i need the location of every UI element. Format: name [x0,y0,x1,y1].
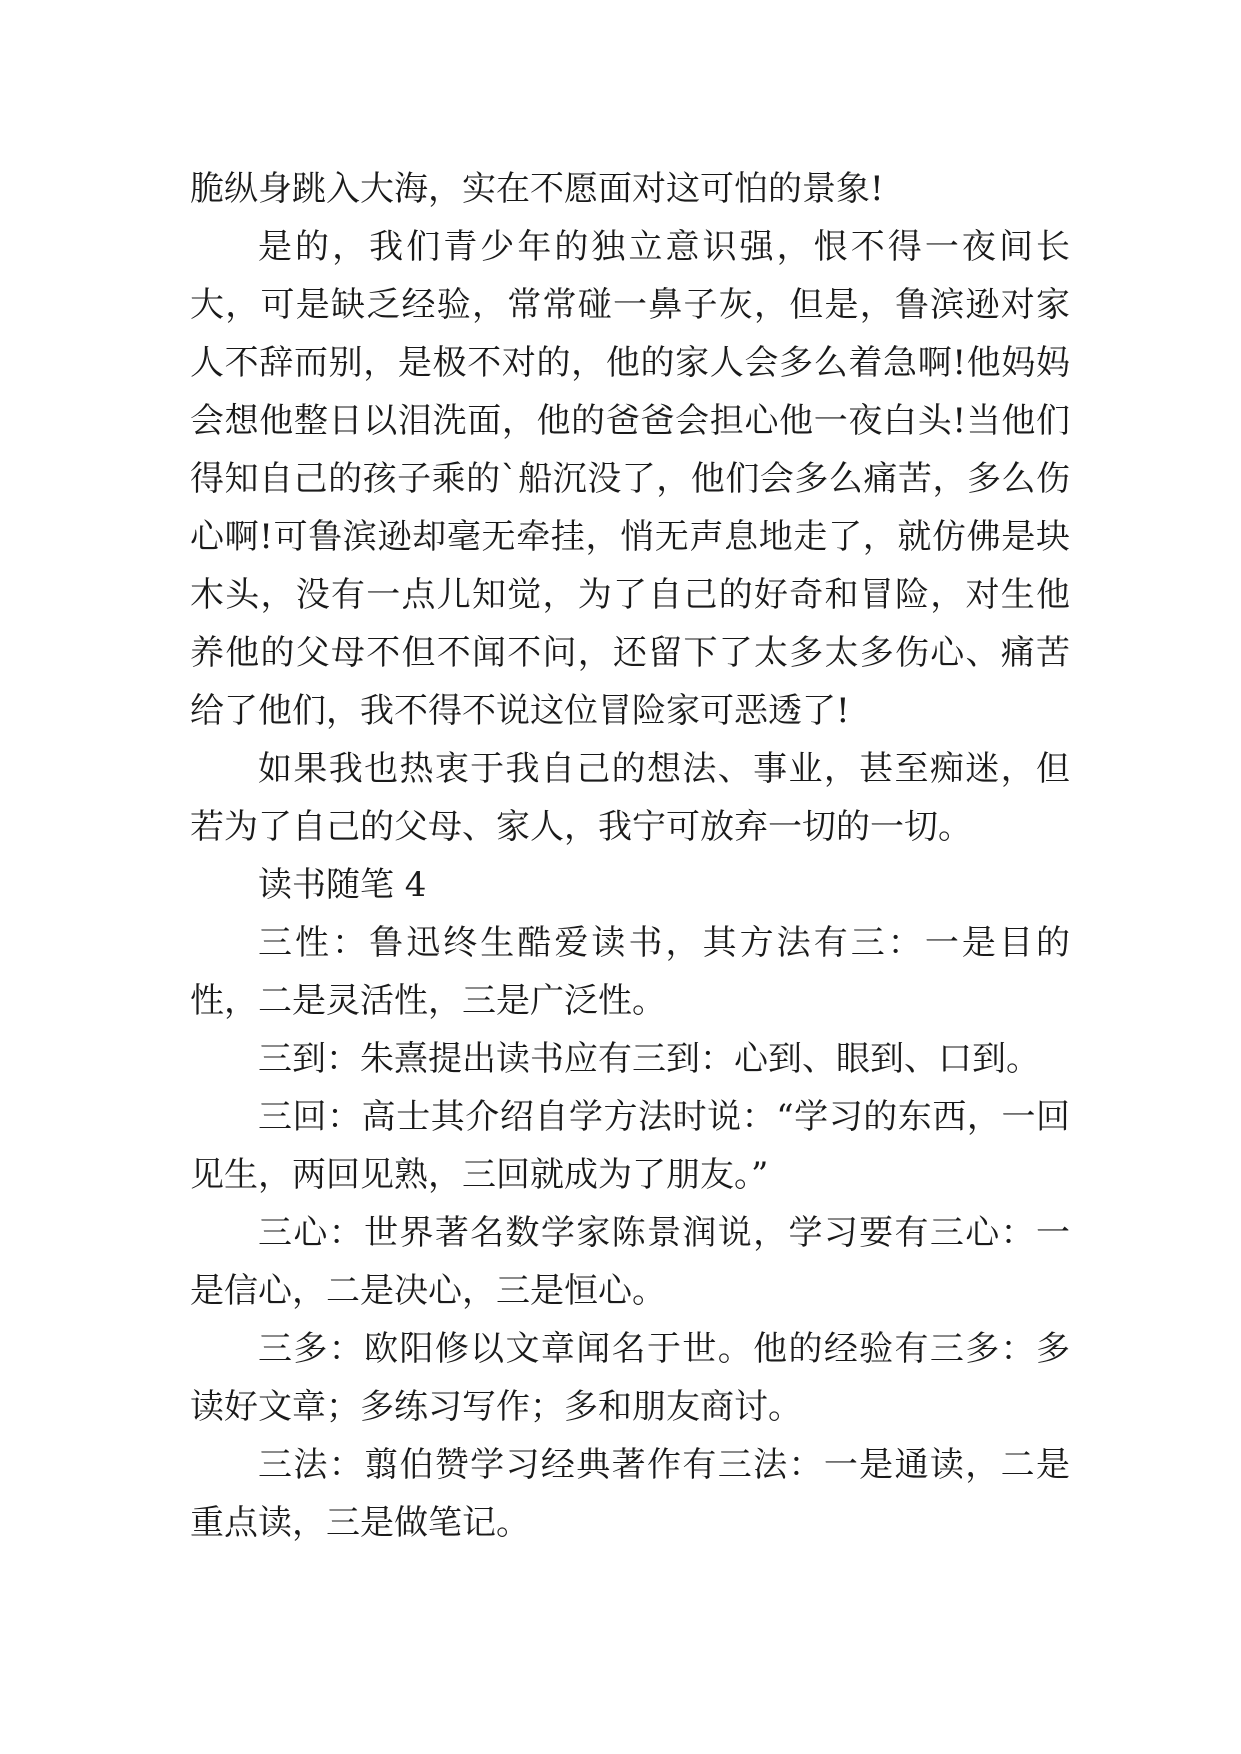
paragraph: 三到：朱熹提出读书应有三到：心到、眼到、口到。 [258,1039,1040,1079]
paragraph: 三回：高士其介绍自学方法时说：“学习的东西，一回见生，两回见熟，三回就成为了朋友。” [190,1097,1070,1195]
paragraph: 三法：翦伯赞学习经典著作有三法：一是通读，二是重点读，三是做笔记。 [190,1445,1070,1543]
document-body [190,160,1070,1552]
paragraph: 三多：欧阳修以文章闻名于世。他的经验有三多：多读好文章；多练习写作；多和朋友商讨。 [190,1329,1070,1427]
paragraph: 是的，我们青少年的独立意识强，恨不得一夜间长大，可是缺乏经验，常常碰一鼻子灰，但是，鲁滨逊对家人不辞而别，是极不对的，他的家人会多么着急啊!他妈妈会想他整日以泪洗面，他的爸爸会担心他一夜白头!当他们得知自己的孩子乘的`船沉没了，他们会多么痛苦，多么伤心啊!可鲁滨逊却毫无牵挂，悄无声息地走了，就仿佛是块木头，没有一点儿知觉，为了自己的好奇和冒险，对生他养他的父母不但不闻不问，还留下了太多太多伤心、痛苦给了他们，我不得不说这位冒险家可恶透了! [190,227,1070,731]
paragraph-continuation: 脆纵身跳入大海，实在不愿面对这可怕的景象! [190,169,884,209]
paragraph: 如果我也热衷于我自己的想法、事业，甚至痴迷，但若为了自己的父母、家人，我宁可放弃一切的一切。 [190,749,1070,847]
section-heading: 读书随笔 4 [258,865,427,905]
paragraph: 三心：世界著名数学家陈景润说，学习要有三心：一是信心，二是决心，三是恒心。 [190,1213,1070,1311]
paragraph: 三性：鲁迅终生酷爱读书，其方法有三：一是目的性，二是灵活性，三是广泛性。 [190,923,1070,1021]
